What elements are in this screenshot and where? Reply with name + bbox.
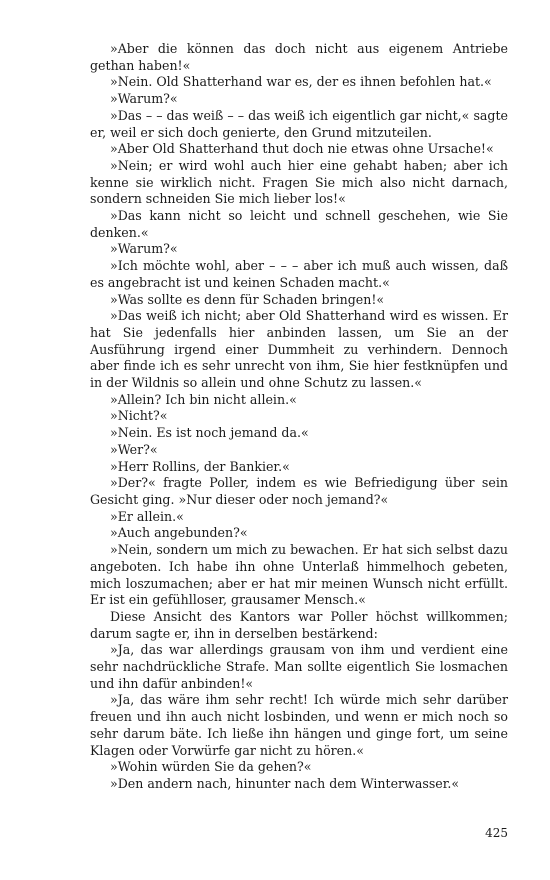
paragraph: »Aber die können das doch nicht aus eigenem Antriebe gethan haben!« — [90, 41, 508, 73]
paragraph: »Er allein.« — [110, 508, 184, 524]
paragraph: »Ja, das war allerdings grausam von ihm und verdient eine sehr nachdrückliche Strafe. Man sollte eigentlich Sie losmachen und ihn dafür anbinden!« — [90, 642, 508, 691]
paragraph: »Nein, sondern um mich zu bewachen. Er hat sich selbst dazu angeboten. Ich habe ihn ohne Unterlaß himmelhoch gebeten, mich loszumachen; aber er hat mir meinen Wunsch nicht erfüllt. Er ist ein gefühlloser, grausamer Mensch.« — [90, 542, 509, 608]
paragraph: »Nicht?« — [110, 408, 168, 424]
paragraph: »Der?« fragte Poller, indem es wie Befriedigung über sein Gesicht ging. »Nur dieser oder noch jemand?« — [90, 475, 508, 507]
paragraph: »Ich möchte wohl, aber – – – aber ich muß auch wissen, daß es angebracht ist und keinen Schaden macht.« — [90, 258, 508, 290]
paragraph: »Wohin würden Sie da gehen?« — [110, 759, 312, 775]
paragraph: »Herr Rollins, der Bankier.« — [110, 458, 290, 474]
paragraph: Diese Ansicht des Kantors war Poller höchst willkommen; darum sagte er, ihn in derselben bestärkend: — [90, 608, 508, 641]
paragraph: »Auch angebunden?« — [110, 525, 248, 541]
page-number: 425 — [485, 826, 508, 840]
paragraph: »Warum?« — [110, 241, 178, 257]
paragraph: »Das – – das weiß – – das weiß ich eigentlich gar nicht,« sagte er, weil er sich doch genierte, den Grund mitzuteilen. — [90, 107, 508, 140]
paragraph: »Was sollte es denn für Schaden bringen!« — [110, 291, 385, 307]
paragraph: »Nein; er wird wohl auch hier eine gehabt haben; aber ich kenne sie wirklich nicht. Fragen Sie mich also nicht darnach, sondern schneiden Sie mich lieber los!« — [90, 157, 508, 207]
paragraph: »Nein. Old Shatterhand war es, der es ihnen befohlen hat.« — [110, 74, 492, 90]
paragraph: »Nein. Es ist noch jemand da.« — [110, 425, 309, 441]
paragraph: »Aber Old Shatterhand thut doch nie etwas ohne Ursache!« — [110, 141, 494, 157]
paragraph: »Wer?« — [110, 441, 158, 457]
book-page-text — [90, 41, 508, 793]
paragraph: »Warum?« — [110, 91, 178, 107]
paragraph: »Das weiß ich nicht; aber Old Shatterhand wird es wissen. Er hat Sie jedenfalls hier anbinden lassen, um Sie an der Ausführung irgend einer Dummheit zu verhindern. Dennoch aber finde ich es sehr unrecht von ihm, Sie hier festknüpfen und in der Wildnis so allein und ohne Schutz zu lassen.« — [90, 308, 508, 391]
paragraph: »Den andern nach, hinunter nach dem Winterwasser.« — [110, 775, 460, 791]
paragraph: »Das kann nicht so leicht und schnell geschehen, wie Sie denken.« — [90, 208, 508, 240]
paragraph: »Ja, das wäre ihm sehr recht! Ich würde mich sehr darüber freuen und ihn auch nicht losbinden, und wenn er mich noch so sehr darum bäte. Ich ließe ihn hängen und ginge fort, um seine Klagen oder Vorwürfe gar nicht zu hören.« — [90, 692, 508, 758]
paragraph: »Allein? Ich bin nicht allein.« — [110, 391, 297, 407]
